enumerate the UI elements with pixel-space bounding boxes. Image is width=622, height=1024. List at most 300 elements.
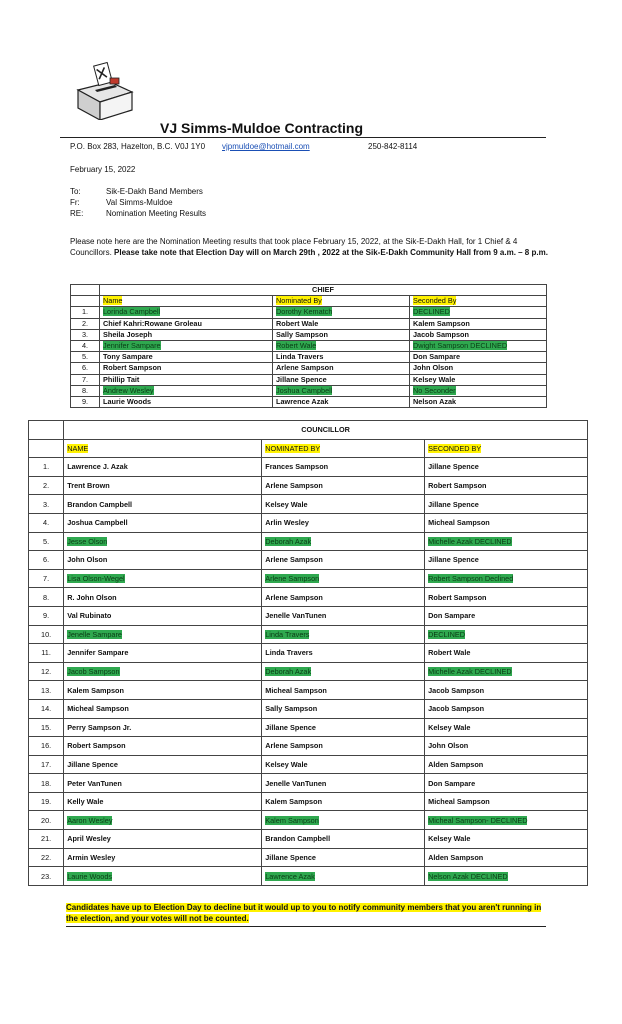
row-number: 6. <box>71 363 100 374</box>
row-number: 16. <box>29 737 64 756</box>
row-number: 11. <box>29 644 64 663</box>
candidate-name: John Olson <box>67 555 108 565</box>
seconder: Don Sampare <box>428 611 476 621</box>
candidate-name-cell <box>64 606 262 625</box>
table-row <box>29 458 588 477</box>
candidate-name: April Wesley <box>67 834 111 844</box>
seconder: DECLINED <box>413 307 450 317</box>
nominator: Linda Travers <box>265 648 313 658</box>
seconder: Alden Sampson <box>428 852 484 862</box>
councillor-table-title: COUNCILLOR <box>64 421 588 440</box>
address: P.O. Box 283, Hazelton, B.C. V0J 1Y0 <box>70 142 206 151</box>
email-link[interactable]: vjpmuldoe@hotmail.com <box>222 142 310 151</box>
intro-paragraph <box>70 236 548 258</box>
seconder-cell <box>410 329 547 340</box>
nominator: Arlene Sampson <box>276 363 334 373</box>
nominator-cell <box>262 513 425 532</box>
nominator-cell <box>262 625 425 644</box>
header-rule <box>60 137 546 138</box>
candidate-name-cell <box>100 318 273 329</box>
seconder-cell <box>425 699 588 718</box>
nominator: Arlene Sampson <box>265 592 323 602</box>
table-row <box>71 352 547 363</box>
seconder: Don Sampare <box>428 778 476 788</box>
table-row <box>29 625 588 644</box>
seconder-cell <box>425 625 588 644</box>
table-row <box>29 476 588 495</box>
row-number: 3. <box>71 329 100 340</box>
seconder-cell <box>425 681 588 700</box>
nominator-cell <box>273 307 410 318</box>
row-number: 5. <box>71 352 100 363</box>
seconder-cell <box>425 551 588 570</box>
row-number: 5. <box>29 532 64 551</box>
candidate-name-cell <box>64 774 262 793</box>
seconder-cell <box>425 792 588 811</box>
nominator: Robert Wale <box>276 318 319 328</box>
seconder-cell <box>410 374 547 385</box>
seconder-cell <box>425 569 588 588</box>
seconder-cell <box>410 385 547 396</box>
candidate-name-cell <box>100 307 273 318</box>
seconder-cell <box>425 588 588 607</box>
row-number: 6. <box>29 551 64 570</box>
seconder: Robert Sampson Declined <box>428 574 514 584</box>
table-row <box>29 495 588 514</box>
nominator-cell <box>273 352 410 363</box>
seconder-cell <box>425 811 588 830</box>
candidate-name-cell <box>64 588 262 607</box>
nominator-cell <box>262 848 425 867</box>
candidate-name-cell <box>64 532 262 551</box>
footer-note <box>66 902 544 924</box>
to-value: Sik-E-Dakh Band Members <box>106 187 203 196</box>
seconder-cell <box>425 476 588 495</box>
from-label: Fr: <box>70 198 80 207</box>
table-row <box>29 718 588 737</box>
table-row <box>29 737 588 756</box>
seconder: Robert Sampson <box>428 481 487 491</box>
seconder: Dwight Sampson DECLINED <box>413 341 508 351</box>
table-row <box>29 774 588 793</box>
nominator-cell <box>262 662 425 681</box>
empty-cell <box>29 421 64 440</box>
seconder: Robert Wale <box>428 648 471 658</box>
row-number: 9. <box>71 396 100 407</box>
table-row <box>71 396 547 407</box>
candidate-name: Tony Sampare <box>103 352 153 362</box>
candidate-name-cell <box>64 681 262 700</box>
company-name: VJ Simms-Muldoe Contracting <box>160 120 364 136</box>
candidate-name-cell <box>64 458 262 477</box>
intro-text: Please note here are the Nomination Meeting results that took place February 15, 2022, at the Sik-E-Dakh Hall, for 1 Chief & 4 Councillors. <box>70 237 518 257</box>
row-number: 8. <box>71 385 100 396</box>
seconder: Jacob Sampson <box>413 329 469 339</box>
nominator: Kelsey Wale <box>265 499 308 509</box>
empty-cell <box>29 439 64 458</box>
candidate-name: Jennifer Sampare <box>103 341 161 351</box>
seconder: John Olson <box>428 741 469 751</box>
header-label: NAME <box>67 443 89 453</box>
nominator-cell <box>262 551 425 570</box>
candidate-name: Peter VanTunen <box>67 778 122 788</box>
nominator-cell <box>262 737 425 756</box>
nominator-cell <box>262 458 425 477</box>
row-number: 10. <box>29 625 64 644</box>
candidate-name-cell <box>64 737 262 756</box>
candidate-name-cell <box>64 644 262 663</box>
seconder-cell <box>425 662 588 681</box>
candidate-name: Perry Sampson Jr. <box>67 722 132 732</box>
memo-block <box>70 186 206 219</box>
candidate-name: Armin Wesley <box>67 852 116 862</box>
footer-note-text: Candidates have up to Election Day to decline but it would up to you to notify community members that you aren't running in the election, and your votes will not be counted. <box>66 903 542 923</box>
seconder: DECLINED <box>428 629 466 639</box>
seconder-cell <box>425 458 588 477</box>
table-row <box>71 340 547 351</box>
councillor-table <box>28 420 588 886</box>
seconder: Jillane Spence <box>428 499 479 509</box>
nominator-cell <box>262 681 425 700</box>
nominator: Robert Wale <box>276 341 317 351</box>
candidate-name-cell <box>64 662 262 681</box>
chief-table-title: CHIEF <box>100 285 547 296</box>
row-number: 17. <box>29 755 64 774</box>
candidate-name: Chief Kahri:Rowane Groleau <box>103 318 202 328</box>
table-row <box>29 588 588 607</box>
seconder: Kelsey Wale <box>428 722 471 732</box>
nominator: Lawrence Azak <box>265 871 315 881</box>
chief-title-row <box>71 285 547 296</box>
footer-rule <box>66 926 546 927</box>
candidate-name-cell <box>64 551 262 570</box>
table-row <box>29 699 588 718</box>
candidate-name-cell <box>64 718 262 737</box>
table-row <box>29 755 588 774</box>
candidate-name: Lorinda Campbell <box>103 307 161 317</box>
seconder: Kelsey Wale <box>428 834 471 844</box>
candidate-name: Andrew Wesley <box>103 385 154 395</box>
seconder-cell <box>410 352 547 363</box>
nominator: Kalem Sampson <box>265 797 323 807</box>
nominator: Arlene Sampson <box>265 555 323 565</box>
nominator-cell <box>262 495 425 514</box>
candidate-name-cell <box>64 625 262 644</box>
candidate-name-cell <box>64 830 262 849</box>
ballot-box-logo <box>70 60 140 120</box>
candidate-name-cell <box>64 848 262 867</box>
seconder: Micheal Sampson- DECLINED <box>428 815 528 825</box>
seconder-cell <box>425 718 588 737</box>
seconder-cell <box>410 396 547 407</box>
candidate-name: Joshua Campbell <box>67 518 128 528</box>
re-label: RE: <box>70 209 84 218</box>
candidate-name-cell <box>100 352 273 363</box>
row-number: 14. <box>29 699 64 718</box>
seconder-cell <box>425 755 588 774</box>
to-label: To: <box>70 187 81 196</box>
table-row <box>29 867 588 886</box>
header-label: NOMINATED BY <box>265 443 321 453</box>
candidate-name-cell <box>100 363 273 374</box>
seconder: Don Sampare <box>413 352 461 362</box>
seconder-cell <box>425 737 588 756</box>
table-row <box>29 811 588 830</box>
table-row <box>29 606 588 625</box>
nominator-cell <box>262 569 425 588</box>
candidate-name: Val Rubinato <box>67 611 112 621</box>
nominator-cell <box>273 318 410 329</box>
row-number: 4. <box>71 340 100 351</box>
candidate-name: Jenelle Sampare <box>67 629 122 639</box>
candidate-name: Kelly Wale <box>67 797 104 807</box>
header-label: Nominated By <box>276 296 322 306</box>
nominator: Frances Sampson <box>265 462 329 472</box>
row-number: 2. <box>29 476 64 495</box>
seconder: Nelson Azak <box>413 396 457 406</box>
nominator-cell <box>262 644 425 663</box>
row-number: 13. <box>29 681 64 700</box>
candidate-name-cell <box>64 495 262 514</box>
table-row <box>29 532 588 551</box>
row-number: 3. <box>29 495 64 514</box>
candidate-name: Aaron Wesley <box>67 815 113 825</box>
nominator: Kalem Sampson <box>265 815 319 825</box>
header-label: SECONDED BY <box>428 443 482 453</box>
candidate-name: R. John Olson <box>67 592 117 602</box>
candidate-name: Lisa Olson-Wegel <box>67 574 125 584</box>
candidate-name-cell <box>64 513 262 532</box>
nominator-cell <box>262 792 425 811</box>
table-row <box>29 792 588 811</box>
nominator-cell <box>273 340 410 351</box>
seconded-by-header <box>425 439 588 458</box>
row-number: 19. <box>29 792 64 811</box>
row-number: 15. <box>29 718 64 737</box>
table-row <box>71 385 547 396</box>
empty-cell <box>71 296 100 307</box>
name-header <box>100 296 273 307</box>
row-number: 20. <box>29 811 64 830</box>
seconder-cell <box>425 848 588 867</box>
nominator: Jenelle VanTunen <box>265 778 327 788</box>
candidate-name: Brandon Campbell <box>67 499 133 509</box>
from-value: Val Simms-Muldoe <box>106 198 173 207</box>
nominator-cell <box>262 830 425 849</box>
nominator: Micheal Sampson <box>265 685 327 695</box>
seconder-cell <box>425 532 588 551</box>
nominator-cell <box>262 476 425 495</box>
seconder: Jacob Sampson <box>428 704 485 714</box>
seconder: Nelson Azak DECLINED <box>428 871 508 881</box>
candidate-name-cell <box>100 340 273 351</box>
table-row <box>71 307 547 318</box>
table-row <box>71 374 547 385</box>
seconder: John Olson <box>413 363 454 373</box>
seconder: Alden Sampson <box>428 759 484 769</box>
seconder: Jillane Spence <box>428 462 479 472</box>
row-number: 4. <box>29 513 64 532</box>
seconder-cell <box>425 495 588 514</box>
table-row <box>29 551 588 570</box>
nominator-cell <box>273 396 410 407</box>
candidate-name: Trent Brown <box>67 481 110 491</box>
nominator-cell <box>273 385 410 396</box>
nominator-cell <box>262 699 425 718</box>
nominator-cell <box>273 363 410 374</box>
table-row <box>71 318 547 329</box>
seconder: Micheal Sampson <box>428 518 490 528</box>
nominator-cell <box>262 811 425 830</box>
nominator: Joshua Campbell <box>276 385 333 395</box>
seconder: No Seconder <box>413 385 456 395</box>
seconder: Jacob Sampson <box>428 685 485 695</box>
header-label: Name <box>103 296 123 306</box>
candidate-name-cell <box>64 811 262 830</box>
nominator-cell <box>273 374 410 385</box>
nominator: Sally Sampson <box>265 704 318 714</box>
seconder-cell <box>410 340 547 351</box>
nominator: Arlin Wesley <box>265 518 309 528</box>
nominated-by-header <box>273 296 410 307</box>
row-number: 1. <box>71 307 100 318</box>
seconder: Michelle Azak DECLINED <box>428 536 512 546</box>
candidate-name-cell <box>64 699 262 718</box>
nominator: Jillane Spence <box>265 852 316 862</box>
candidate-name-cell <box>64 792 262 811</box>
nominator: Linda Travers <box>276 352 324 362</box>
table-row <box>29 569 588 588</box>
candidate-name: Laurie Woods <box>103 396 152 406</box>
header-label: Seconded By <box>413 296 457 306</box>
table-row <box>29 830 588 849</box>
table-row <box>29 644 588 663</box>
candidate-name-cell <box>100 385 273 396</box>
table-row <box>29 513 588 532</box>
re-value: Nomination Meeting Results <box>106 209 207 218</box>
councillor-title-row <box>29 421 588 440</box>
nominator: Kelsey Wale <box>265 759 308 769</box>
nominator-cell <box>262 718 425 737</box>
nominator: Jillane Spence <box>265 722 316 732</box>
candidate-name: Robert Sampson <box>67 741 126 751</box>
candidate-name: Micheal Sampson <box>67 704 129 714</box>
seconder-cell <box>425 774 588 793</box>
nominator-cell <box>262 532 425 551</box>
row-number: 23. <box>29 867 64 886</box>
seconder-cell <box>425 867 588 886</box>
nominator: Sally Sampson <box>276 329 328 339</box>
candidate-name: Phillip Tait <box>103 374 140 384</box>
chief-header-row <box>71 296 547 307</box>
seconder: Kalem Sampson <box>413 318 470 328</box>
nominator: Deborah Azak <box>265 536 312 546</box>
councillor-header-row <box>29 439 588 458</box>
nominator: Linda Travers <box>265 629 310 639</box>
candidate-name-cell <box>100 396 273 407</box>
row-number: 2. <box>71 318 100 329</box>
nominator: Arlene Sampson <box>265 574 320 584</box>
nominator: Lawrence Azak <box>276 396 329 406</box>
seconder-cell <box>410 307 547 318</box>
seconder: Micheal Sampson <box>428 797 490 807</box>
candidate-name: Laurie Woods <box>67 871 113 881</box>
table-row <box>29 681 588 700</box>
candidate-name-cell <box>64 867 262 886</box>
nominator-cell <box>262 588 425 607</box>
nominator: Jillane Spence <box>276 374 327 384</box>
candidate-name-cell <box>100 374 273 385</box>
seconder-cell <box>425 606 588 625</box>
nominator: Arlene Sampson <box>265 741 323 751</box>
candidate-name: Lawrence J. Azak <box>67 462 128 472</box>
nominator-cell <box>262 774 425 793</box>
table-row <box>71 329 547 340</box>
candidate-name: Sheila Joseph <box>103 329 153 339</box>
row-number: 9. <box>29 606 64 625</box>
nominator: Dorothy Kematch <box>276 307 333 317</box>
seconder-cell <box>425 644 588 663</box>
candidate-name-cell <box>64 476 262 495</box>
seconder-cell <box>425 513 588 532</box>
candidate-name: Robert Sampson <box>103 363 162 373</box>
chief-table <box>70 284 547 408</box>
seconded-by-header <box>410 296 547 307</box>
candidate-name-cell <box>64 755 262 774</box>
nominator-cell <box>262 867 425 886</box>
candidate-name: Jesse Olson <box>67 536 108 546</box>
seconder: Kelsey Wale <box>413 374 456 384</box>
candidate-name: Jacob Sampson <box>67 667 120 677</box>
row-number: 12. <box>29 662 64 681</box>
empty-cell <box>71 285 100 296</box>
table-row <box>29 662 588 681</box>
table-row <box>71 363 547 374</box>
row-number: 21. <box>29 830 64 849</box>
letter-date: February 15, 2022 <box>70 165 136 174</box>
candidate-name-cell <box>64 569 262 588</box>
nominator-cell <box>262 606 425 625</box>
candidate-name: Kalem Sampson <box>67 685 124 695</box>
table-row <box>29 848 588 867</box>
row-number: 18. <box>29 774 64 793</box>
nominator: Deborah Azak <box>265 667 312 677</box>
row-number: 7. <box>29 569 64 588</box>
nominator-cell <box>262 755 425 774</box>
row-number: 1. <box>29 458 64 477</box>
row-number: 7. <box>71 374 100 385</box>
seconder: Jillane Spence <box>428 555 479 565</box>
seconder-cell <box>425 830 588 849</box>
seconder: Robert Sampson <box>428 592 487 602</box>
candidate-name: Jillane Spence <box>67 759 118 769</box>
nominated-by-header <box>262 439 425 458</box>
seconder-cell <box>410 363 547 374</box>
nominator: Arlene Sampson <box>265 481 323 491</box>
candidate-name: Jennifer Sampare <box>67 648 129 658</box>
phone: 250-842-8114 <box>368 142 418 151</box>
seconder-cell <box>410 318 547 329</box>
nominator-cell <box>273 329 410 340</box>
nominator: Brandon Campbell <box>265 834 331 844</box>
row-number: 8. <box>29 588 64 607</box>
seconder: Michelle Azak DECLINED <box>428 667 512 677</box>
election-day-notice: Please take note that Election Day will on March 29th , 2022 at the Sik-E-Dakh Community Hall from 9 a.m. – 8 p.m. <box>111 248 548 257</box>
name-header <box>64 439 262 458</box>
nominator: Jenelle VanTunen <box>265 611 327 621</box>
row-number: 22. <box>29 848 64 867</box>
candidate-name-cell <box>100 329 273 340</box>
